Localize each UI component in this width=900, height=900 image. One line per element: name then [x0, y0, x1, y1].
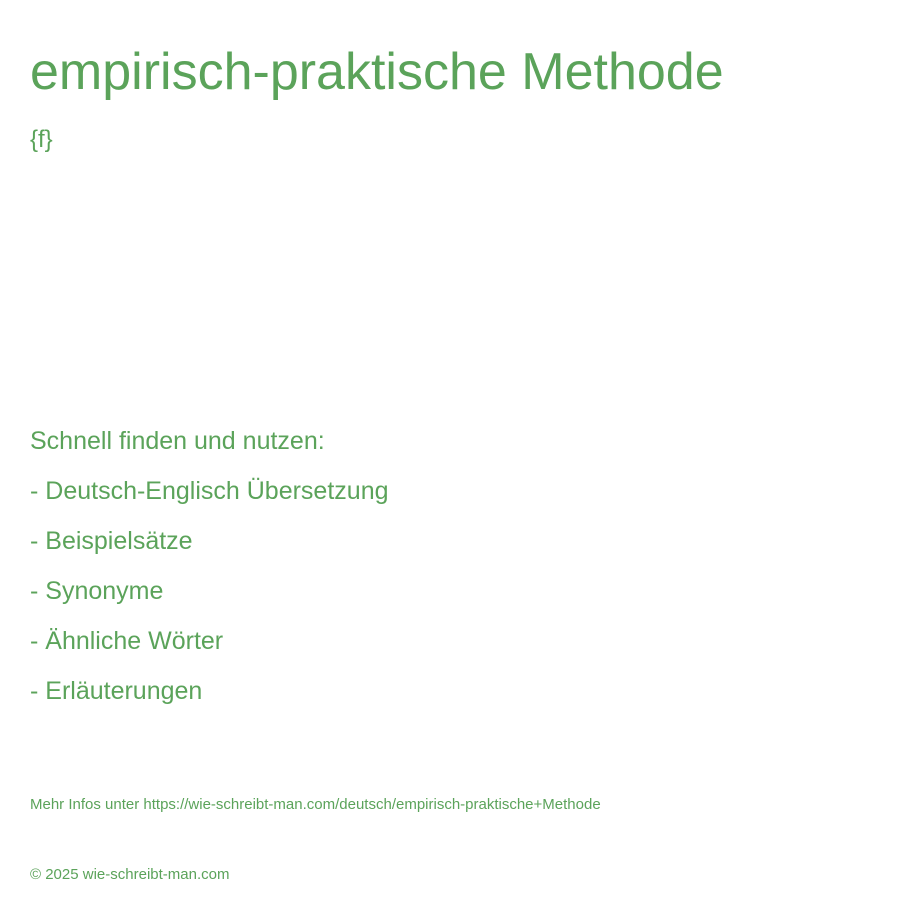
- copyright-text: © 2025 wie-schreibt-man.com: [30, 866, 230, 883]
- features-list: [30, 474, 389, 724]
- more-info-text: Mehr Infos unter https://wie-schreibt-man.com/deutsch/empirisch-praktische+Methode: [30, 796, 601, 813]
- feature-item-similar-words: - Ähnliche Wörter: [30, 627, 224, 655]
- gender-label: {f}: [30, 126, 53, 153]
- page-title: empirisch-praktische Methode: [30, 43, 724, 101]
- feature-item-explanations: - Erläuterungen: [30, 677, 203, 705]
- feature-item-example-sentences: - Beispielsätze: [30, 527, 193, 555]
- features-section: [30, 424, 389, 724]
- features-heading: Schnell finden und nutzen:: [30, 427, 325, 455]
- feature-item-translation: - Deutsch-Englisch Übersetzung: [30, 477, 389, 505]
- feature-item-synonyms: - Synonyme: [30, 577, 164, 605]
